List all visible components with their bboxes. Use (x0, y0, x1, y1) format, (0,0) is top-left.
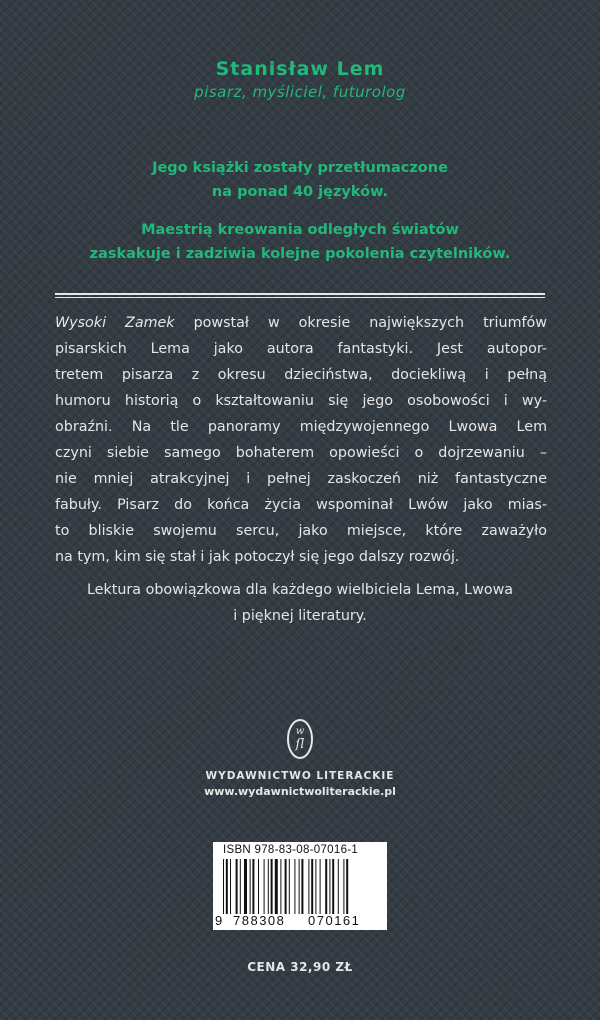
description-line: Wysoki Zamek powstał w okresie największych triumfów (55, 315, 547, 331)
barcode-stripe (315, 859, 316, 914)
author-name: Stanisław Lem (215, 58, 385, 80)
translations-line-2: na ponad 40 języków. (211, 184, 389, 200)
description-line: humoru historią o kształtowaniu się jego osobowości i wy- (55, 393, 547, 409)
translations-note (0, 156, 600, 204)
barcode-bars (223, 859, 377, 914)
publisher-url: www.wydawnictwoliterackie.pl (204, 785, 396, 798)
mastery-line-1: Maestrią kreowania odległych światów (141, 222, 459, 238)
barcode-stripe (226, 859, 228, 914)
publisher-name: WYDAWNICTWO LITERACKIE (205, 770, 395, 782)
barcode-stripe (258, 859, 259, 914)
barcode-stripe (294, 859, 295, 914)
barcode-stripe (301, 859, 303, 914)
barcode-stripe (252, 859, 254, 914)
barcode-stripe (338, 859, 339, 914)
double-rule-divider (55, 293, 545, 299)
barcode-stripe (285, 859, 287, 914)
description-line: nie mniej atrakcyjnej i pełnej zaskoczeń niż fantastyczne (55, 471, 547, 487)
barcode-stripe (268, 859, 269, 914)
barcode-stripe (271, 859, 273, 914)
publisher-block (0, 770, 600, 798)
barcode-stripe (223, 859, 224, 914)
barcode-digits (213, 913, 387, 929)
barcode-stripe (250, 859, 251, 914)
barcode-stripe (236, 859, 238, 914)
author-subtitle: pisarz, myśliciel, futurolog (194, 83, 406, 101)
description-line: obraźni. Na tle panoramy międzywojennego Lwowa Lem (55, 419, 547, 435)
barcode-stripe (325, 859, 327, 914)
barcode-stripe (329, 859, 330, 914)
mastery-line-2: zaskakuje i zadziwia kolejne pokolenia czytelników. (89, 246, 511, 262)
svg-text:w: w (295, 726, 305, 737)
book-description (55, 310, 547, 570)
translations-line-1: Jego książki zostały przetłumaczone (152, 160, 448, 176)
barcode-stripe (308, 859, 309, 914)
barcode-stripe (240, 859, 241, 914)
barcode-stripe (289, 859, 290, 914)
author-block (0, 58, 600, 101)
closing-note (0, 577, 600, 629)
description-line: tretem pisarza z okresu dzieciństwa, dociekliwą i pełną (55, 367, 547, 383)
publisher-logo-icon (286, 718, 314, 760)
isbn-barcode (213, 842, 387, 930)
description-line: czyni siebie samego bohaterem opowieści o dojrzewaniu – (55, 445, 547, 461)
barcode-stripe (311, 859, 313, 914)
barcode-stripe (343, 859, 344, 914)
barcode-digit-first: 9 (215, 913, 223, 928)
price-label: CENA 32,90 ZŁ (247, 960, 353, 974)
description-line: pisarskich Lema jako autora fantastyki. Jest autopor- (55, 341, 547, 357)
barcode-digits-left: 788308 (233, 913, 286, 928)
description-line: fabuły. Pisarz do końca życia wspominał Lwów jako mias- (55, 497, 547, 513)
barcode-stripe (332, 859, 334, 914)
barcode-stripe (264, 859, 265, 914)
book-title: Wysoki Zamek (55, 315, 175, 331)
closing-line-1: Lektura obowiązkowa dla każdego wielbiciela Lema, Lwowa (86, 582, 514, 598)
closing-line-2: i pięknej literatury. (233, 608, 367, 624)
description-line: to bliskie swojemu sercu, jako miejsce, które zaważyło (55, 523, 547, 539)
barcode-stripe (230, 859, 231, 914)
barcode-stripe (320, 859, 321, 914)
mastery-note (0, 218, 600, 266)
barcode-stripe (346, 859, 348, 914)
description-line: na tym, kim się stał i jak potoczył się jego dalszy rozwój. (55, 549, 460, 565)
barcode-stripe (299, 859, 300, 914)
barcode-stripe (244, 859, 247, 914)
barcode-stripe (280, 859, 281, 914)
svg-text:ſl: ſl (295, 737, 305, 752)
barcode-digits-right: 070161 (308, 913, 361, 928)
isbn-label: ISBN 978-83-08-07016-1 (223, 844, 359, 856)
barcode-stripe (275, 859, 278, 914)
